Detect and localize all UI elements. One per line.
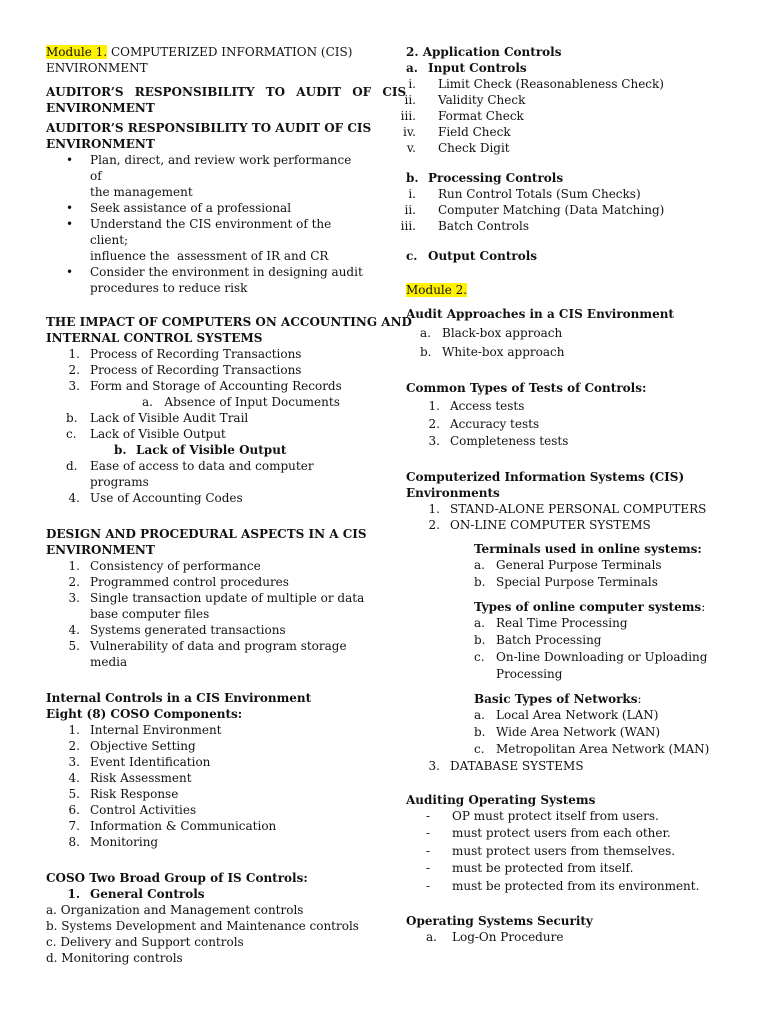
list-item: 4. Systems generated transactions bbox=[68, 623, 286, 637]
module1-label: Module 1. bbox=[46, 45, 108, 59]
list-item: 1. Process of Recording Transactions bbox=[68, 347, 302, 361]
general-item: a. Organization and Management controls bbox=[46, 903, 304, 917]
tests-list bbox=[406, 398, 751, 451]
list-item: base computer files bbox=[90, 607, 210, 621]
general-item: c. Delivery and Support controls bbox=[46, 935, 244, 949]
general-controls-heading bbox=[46, 886, 366, 902]
module2-heading bbox=[406, 282, 751, 298]
list-item: c. Metropolitan Area Network (MAN) bbox=[474, 741, 710, 756]
list-item: 8. Monitoring bbox=[68, 835, 159, 849]
list-item: 3. Completeness tests bbox=[428, 434, 569, 448]
list-item: - must be protected from itself. bbox=[426, 861, 634, 875]
list-item: b. Batch Processing bbox=[474, 632, 602, 647]
list-item: iii. Format Check bbox=[400, 109, 524, 123]
module1-heading bbox=[46, 44, 366, 60]
list-item: 6. Control Activities bbox=[68, 803, 197, 817]
list-item: 2. Objective Setting bbox=[68, 739, 196, 753]
audit-approaches-heading: Audit Approaches in a CIS Environment bbox=[406, 307, 674, 321]
list-item: iv. Field Check bbox=[402, 125, 511, 139]
list-item: 3. Event Identification bbox=[68, 755, 211, 769]
processing-controls-list bbox=[400, 186, 751, 234]
list-item: 1. Consistency of performance bbox=[68, 559, 261, 573]
module1-title: COMPUTERIZED INFORMATION (CIS) bbox=[107, 45, 353, 59]
list-item: a. General Purpose Terminals bbox=[474, 557, 662, 572]
list-item: i. Run Control Totals (Sum Checks) bbox=[408, 187, 641, 201]
list-item: 4. Risk Assessment bbox=[68, 771, 192, 785]
list-item: - must protect users from each other. bbox=[426, 826, 671, 840]
impact-sub-b2: b. Lack of Visible Output bbox=[114, 443, 287, 457]
internal-controls-heading: Internal Controls in a CIS Environment bbox=[46, 691, 312, 705]
processing-controls-heading: b. Processing Controls bbox=[406, 171, 564, 185]
list-item: - must protect users from themselves. bbox=[426, 843, 676, 858]
list-item: 3. DATABASE SYSTEMS bbox=[428, 758, 584, 773]
auditor-heading-line2: ENVIRONMENT bbox=[46, 101, 155, 115]
list-item: - must be protected from its environment. bbox=[426, 878, 700, 893]
right-column bbox=[400, 44, 751, 947]
impact-heading-line1: THE IMPACT OF COMPUTERS ON ACCOUNTING AND bbox=[46, 315, 412, 329]
tests-heading: Common Types of Tests of Controls: bbox=[406, 381, 647, 395]
list-item: 5. Risk Response bbox=[68, 787, 179, 801]
list-item: - OP must protect itself from users. bbox=[426, 808, 659, 823]
list-item: b. White-box approach bbox=[420, 345, 565, 359]
design-list bbox=[46, 558, 366, 670]
networks-list bbox=[406, 707, 751, 758]
list-item: c. On-line Downloading or Uploading bbox=[474, 649, 708, 664]
list-item: 3. Single transaction update of multiple or data bbox=[68, 591, 365, 605]
bullet-item: • Plan, direct, and review work performance of the management bbox=[46, 152, 366, 200]
cis-heading-line2: Environments bbox=[406, 485, 500, 500]
impact-sub-d: d. Ease of access to data and computer programs bbox=[66, 459, 314, 489]
list-item: media bbox=[90, 655, 128, 669]
terminals-heading: Terminals used in online systems: bbox=[474, 541, 702, 556]
list-item: 1. Access tests bbox=[428, 399, 525, 413]
list-item: 2. Programmed control procedures bbox=[68, 575, 289, 589]
types-online-list bbox=[406, 615, 751, 683]
list-item: Processing bbox=[496, 666, 563, 681]
cis-list bbox=[406, 501, 751, 533]
design-heading-line1: DESIGN AND PROCEDURAL ASPECTS IN A CIS bbox=[46, 527, 367, 541]
input-controls-list bbox=[400, 76, 751, 156]
list-item: a. Real Time Processing bbox=[474, 615, 628, 630]
output-controls-heading: c. Output Controls bbox=[406, 249, 538, 263]
list-item: b. Special Purpose Terminals bbox=[474, 574, 658, 589]
list-item: a. Local Area Network (LAN) bbox=[474, 707, 659, 722]
list-item: a. Log-On Procedure bbox=[426, 930, 564, 944]
list-item: 2. Process of Recording Transactions bbox=[68, 363, 302, 377]
list-item: i. Limit Check (Reasonableness Check) bbox=[408, 77, 664, 91]
impact-heading-line2: INTERNAL CONTROL SYSTEMS bbox=[46, 331, 263, 345]
auditor-heading2-line2: ENVIRONMENT bbox=[46, 137, 155, 151]
impact-sub-b: b. Lack of Visible Audit Trail bbox=[66, 411, 249, 425]
general-item: b. Systems Development and Maintenance controls bbox=[46, 919, 359, 933]
auditor-heading2-line1: AUDITOR’S RESPONSIBILITY TO AUDIT OF CIS bbox=[46, 121, 372, 135]
list-item: 2. ON-LINE COMPUTER SYSTEMS bbox=[428, 517, 651, 532]
bullet-item: • Understand the CIS environment of the client; influence the assessment of IR and CR bbox=[46, 216, 366, 264]
audit-approaches-list bbox=[406, 324, 751, 362]
left-column bbox=[46, 44, 412, 966]
general-item: d. Monitoring controls bbox=[46, 951, 183, 965]
list-item: 4. Use of Accounting Codes bbox=[68, 491, 243, 505]
database-list bbox=[406, 758, 751, 774]
list-item: 5. Vulnerability of data and program storage bbox=[68, 639, 347, 653]
auditor-bullets bbox=[46, 152, 366, 296]
networks-heading: Basic Types of Networks: bbox=[474, 691, 642, 706]
terminals-list bbox=[406, 557, 751, 591]
module2-label: Module 2. bbox=[406, 283, 468, 297]
coso-components-heading: Eight (8) COSO Components: bbox=[46, 707, 243, 721]
coso-list bbox=[46, 722, 366, 850]
list-item: 7. Information & Communication bbox=[68, 819, 277, 833]
types-online-heading: Types of online computer systems: bbox=[474, 599, 706, 614]
design-heading-line2: ENVIRONMENT bbox=[46, 543, 155, 557]
os-security-heading: Operating Systems Security bbox=[406, 914, 593, 928]
auditing-os-list bbox=[406, 808, 751, 896]
cis-heading-line1: Computerized Information Systems (CIS) bbox=[406, 469, 685, 484]
list-item: 2. Accuracy tests bbox=[428, 416, 540, 431]
bullet-item: • Consider the environment in designing audit procedures to reduce risk bbox=[46, 264, 366, 296]
list-item: a. Black-box approach bbox=[420, 326, 563, 340]
impact-sub-c: c. Lack of Visible Output bbox=[66, 427, 226, 441]
list-item: 3. Form and Storage of Accounting Records bbox=[68, 379, 342, 393]
coso-two-heading: COSO Two Broad Group of IS Controls: bbox=[46, 871, 308, 885]
list-item: ii. Computer Matching (Data Matching) bbox=[404, 203, 665, 217]
list-item: b. Wide Area Network (WAN) bbox=[474, 724, 661, 739]
auditor-heading-line1: AUDITOR’S RESPONSIBILITY TO AUDIT OF CIS bbox=[46, 85, 407, 99]
list-item: 1. General Controls bbox=[67, 887, 205, 901]
impact-list-cont bbox=[46, 490, 366, 506]
list-item: ii. Validity Check bbox=[404, 93, 526, 107]
application-controls-heading: 2. Application Controls bbox=[406, 45, 562, 59]
module1-title-line2: ENVIRONMENT bbox=[46, 61, 148, 75]
auditing-os-heading: Auditing Operating Systems bbox=[406, 792, 596, 807]
impact-list bbox=[46, 346, 366, 394]
impact-sub-a: a. Absence of Input Documents bbox=[142, 395, 340, 409]
bullet-item: • Seek assistance of a professional bbox=[46, 200, 366, 216]
list-item: v. Check Digit bbox=[406, 141, 510, 155]
list-item: 1. Internal Environment bbox=[68, 723, 222, 737]
input-controls-heading: a. Input Controls bbox=[406, 61, 527, 75]
list-item: 1. STAND-ALONE PERSONAL COMPUTERS bbox=[428, 501, 707, 516]
list-item: iii. Batch Controls bbox=[400, 219, 529, 233]
